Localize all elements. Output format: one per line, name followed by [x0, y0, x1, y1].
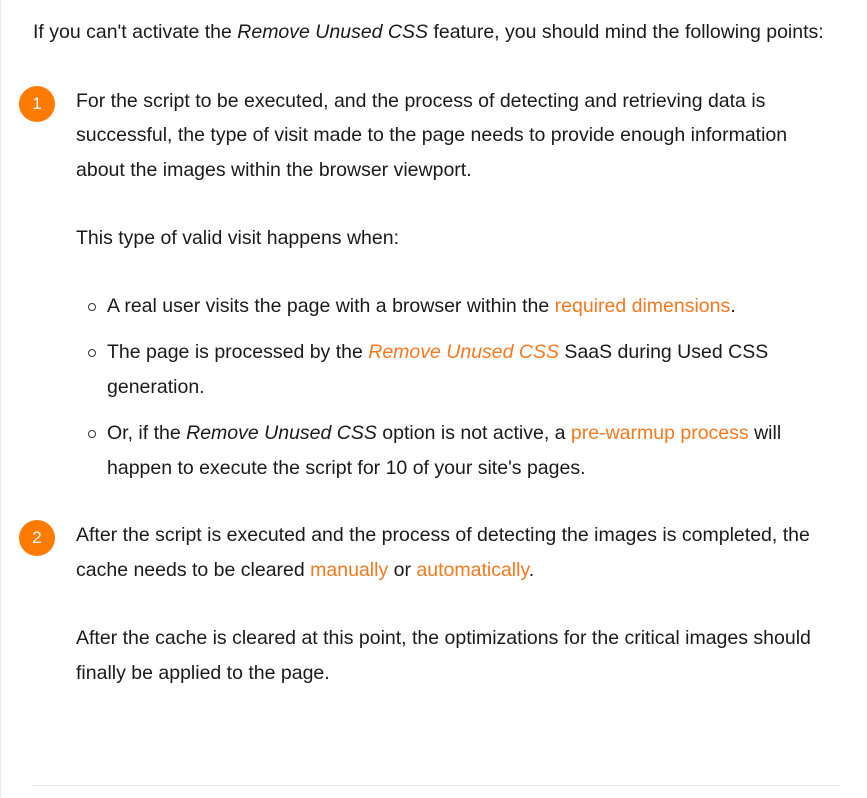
section-divider	[33, 785, 839, 786]
numbered-item-2	[33, 518, 839, 690]
required-dimensions-link[interactable]: required dimensions	[554, 294, 731, 317]
list-item-text-end: will happen to execute the script for 10 of your site's pages.	[107, 422, 782, 479]
list-item-text: The page is processed by the	[107, 341, 369, 363]
intro-text-end: feature, you should mind the following points:	[428, 21, 824, 43]
list-item-text-end: .	[730, 294, 736, 317]
step-number-badge: 1	[19, 86, 55, 122]
step-number-badge: 2	[19, 520, 55, 556]
list-item-text: A real user visits the page with a browser within the	[107, 294, 555, 317]
pre-warmup-process-link[interactable]: pre-warmup process	[570, 422, 749, 444]
list-item-text-end: SaaS during Used CSS generation.	[107, 341, 769, 398]
intro-emphasis: Remove Unused CSS	[237, 21, 429, 43]
intro-text: If you can't activate the	[33, 21, 238, 43]
list-item-text: Or, if the	[107, 422, 187, 444]
item-2-text-mid: or	[388, 558, 417, 581]
link-emphasis: Remove Unused CSS	[368, 341, 560, 363]
intro-paragraph	[33, 15, 839, 50]
list-item-emphasis: Remove Unused CSS	[186, 422, 377, 444]
circle-bullet-icon	[88, 349, 96, 357]
list-item	[107, 335, 839, 404]
item-2-text: After the script is executed and the process of detecting the images is completed, the cache needs to be cleared	[76, 524, 810, 581]
item-1-paragraph: For the script to be executed, and the process of detecting and retrieving data is successful, the type of visit made to the page needs to provide enough information about the images within the browser viewport.	[76, 89, 788, 181]
automatically-link[interactable]: automatically	[416, 558, 529, 581]
numbered-item-1	[33, 84, 839, 486]
list-item	[107, 416, 839, 485]
item-1-subheading: This type of valid visit happens when:	[76, 227, 400, 249]
manually-link[interactable]: manually	[310, 558, 389, 581]
item-2-paragraph	[76, 518, 839, 587]
circle-bullet-icon	[88, 303, 96, 311]
list-item-text-mid: option is not active, a	[376, 422, 571, 444]
item-2-text-end: .	[528, 558, 535, 581]
article-content	[33, 15, 839, 724]
remove-unused-css-link[interactable]	[368, 341, 559, 363]
list-item	[107, 289, 839, 324]
item-2-conclusion: After the cache is cleared at this point, the optimizations for the critical images should finally be applied to the page.	[76, 627, 811, 684]
circle-bullet-icon	[88, 430, 96, 438]
valid-visit-list	[76, 289, 839, 486]
